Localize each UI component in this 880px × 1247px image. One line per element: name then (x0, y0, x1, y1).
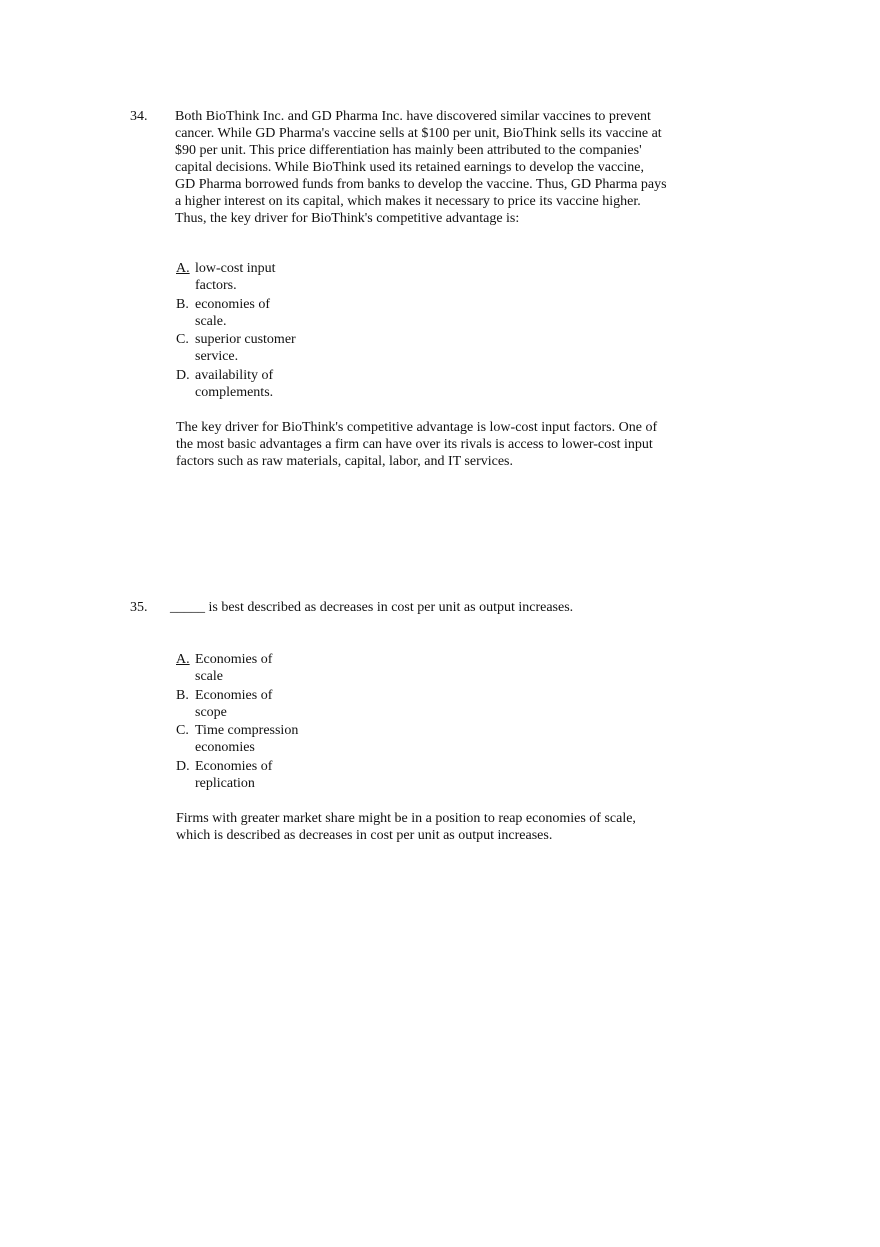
option-letter: B. (176, 687, 189, 703)
option-text: Economies of scale (195, 652, 273, 684)
option-letter: C. (176, 332, 189, 347)
option-b (176, 296, 376, 330)
question-stem: Both BioThink Inc. and GD Pharma Inc. have discovered similar vaccines to prevent cancer. While GD Pharma's vaccine sells at $100 per unit, BioThink sells its vaccine at $90 per unit. This price differentiation has mainly been attributed to the companies' capital decisions. While BioThink used its retained earnings to develop the vaccine, GD Pharma borrowed funds from banks to develop the vaccine. Thus, GD Pharma pays a higher interest on its capital, which makes it necessary to price its vaccine higher. Thus, the key driver for BioThink's competitive advantage is: (175, 109, 667, 226)
answer-explanation: The key driver for BioThink's competitive advantage is low-cost input factors. One of the most basic advantages a firm can have over its rivals is access to lower-cost input factors such as raw materials, capital, labor, and IT services. (176, 420, 658, 469)
option-letter: D. (176, 758, 190, 774)
option-letter: C. (176, 723, 189, 738)
question-number: 35. (130, 600, 148, 615)
answer-options (176, 260, 376, 402)
option-a (176, 651, 376, 685)
option-text: low-cost input factors. (195, 261, 276, 293)
option-b (176, 687, 376, 721)
option-letter: D. (176, 367, 190, 383)
option-text: superior customer service. (195, 332, 296, 364)
option-letter: A. (176, 261, 190, 276)
answer-explanation: Firms with greater market share might be in a position to reap economies of scale, which is described as decreases in cost per unit as output increases. (176, 811, 636, 843)
question-stem: _____ is best described as decreases in cost per unit as output increases. (170, 600, 574, 615)
option-text: Economies of scope (195, 687, 273, 720)
option-text: Economies of replication (195, 758, 273, 791)
option-letter: B. (176, 296, 189, 312)
option-letter: A. (176, 652, 190, 667)
question-number: 34. (130, 109, 148, 124)
option-c (176, 331, 376, 365)
option-text: economies of scale. (195, 296, 271, 329)
option-d (176, 367, 376, 401)
option-text: Time compression economies (195, 723, 299, 755)
answer-options (176, 651, 376, 793)
option-a (176, 260, 376, 294)
option-d (176, 758, 376, 792)
option-c (176, 722, 376, 756)
option-text: availability of complements. (195, 367, 274, 400)
